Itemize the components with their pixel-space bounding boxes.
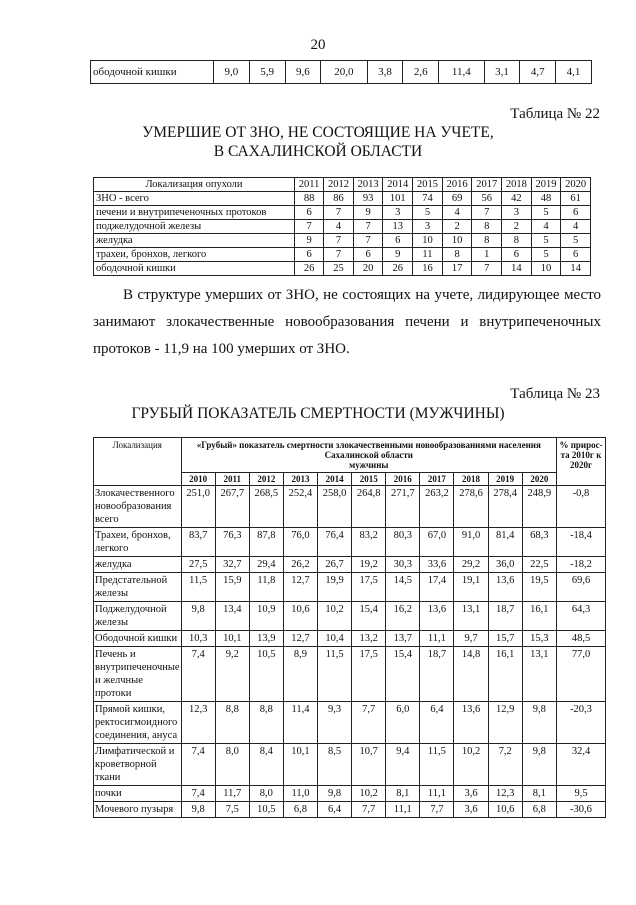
- row-label: желудка: [94, 557, 182, 573]
- row-label: печени и внутрипеченочных протоков: [94, 206, 295, 220]
- table-cell: 26: [295, 262, 324, 276]
- table-cell: 10,5: [249, 802, 283, 818]
- table-cell: 76,4: [318, 528, 352, 557]
- table-cell: 12,7: [283, 631, 317, 647]
- table-cell: 5: [413, 206, 443, 220]
- column-header-year: 2012: [324, 178, 354, 192]
- table-cell: 91,0: [454, 528, 488, 557]
- table-cell: 4,1: [556, 61, 592, 84]
- table-cell: 12,9: [488, 702, 522, 744]
- table-cell: 7,5: [215, 802, 249, 818]
- column-header-year: 2013: [283, 473, 317, 486]
- table-cell: 68,3: [522, 528, 556, 557]
- table-cell: 6,4: [318, 802, 352, 818]
- table-cell: 8: [442, 248, 472, 262]
- table-cell: 6: [502, 248, 532, 262]
- table-row: [94, 744, 606, 786]
- table-cell: 5: [531, 206, 561, 220]
- table-cell: 13,4: [215, 602, 249, 631]
- table-cell: 2,6: [403, 61, 439, 84]
- table-cell: 13: [383, 220, 413, 234]
- table-cell: 83,2: [352, 528, 386, 557]
- table-cell: 11: [413, 248, 443, 262]
- row-label: Поджелудочной железы: [94, 602, 182, 631]
- growth-cell: 9,5: [557, 786, 606, 802]
- table-cell: 7: [472, 262, 502, 276]
- table-cell: 19,5: [522, 573, 556, 602]
- column-header-main: [181, 438, 556, 473]
- table-cell: 268,5: [249, 486, 283, 528]
- table-cell: 11,8: [249, 573, 283, 602]
- table-cell: 76,3: [215, 528, 249, 557]
- table-cell: 3: [383, 206, 413, 220]
- table-cell: 11,1: [420, 786, 454, 802]
- column-header-year: 2011: [215, 473, 249, 486]
- table-cell: 56: [472, 192, 502, 206]
- table-cell: 13,9: [249, 631, 283, 647]
- table-cell: 19,9: [318, 573, 352, 602]
- table-cell: 3,6: [454, 802, 488, 818]
- table-cell: 9,8: [522, 744, 556, 786]
- column-header-year: 2018: [454, 473, 488, 486]
- table-cell: 7,7: [352, 802, 386, 818]
- table-cell: 101: [383, 192, 413, 206]
- growth-cell: 77,0: [557, 647, 606, 702]
- page-number: 20: [310, 37, 326, 53]
- table-cell: 9,7: [454, 631, 488, 647]
- table-cell: 2: [502, 220, 532, 234]
- table-cell: 4: [531, 220, 561, 234]
- table-cell: 10,1: [283, 744, 317, 786]
- table-cell: 76,0: [283, 528, 317, 557]
- table-cell: 13,1: [522, 647, 556, 702]
- table-cell: 252,4: [283, 486, 317, 528]
- table-cell: 3,6: [454, 786, 488, 802]
- table-row: [94, 631, 606, 647]
- column-header-year: 2015: [352, 473, 386, 486]
- table-cell: 10,2: [318, 602, 352, 631]
- table-row: [94, 602, 606, 631]
- table-cell: 9,0: [214, 61, 250, 84]
- table-row: [94, 528, 606, 557]
- row-label: Прямой кишки, ректосигмоидного соединения, ануса: [94, 702, 182, 744]
- table-cell: 33,6: [420, 557, 454, 573]
- table-cell: 36,0: [488, 557, 522, 573]
- table-22: [93, 177, 591, 276]
- table-cell: 8,1: [522, 786, 556, 802]
- table-cell: 3,8: [367, 61, 403, 84]
- table-cell: 9,2: [215, 647, 249, 702]
- column-header-year: 2015: [413, 178, 443, 192]
- table-cell: 10,6: [488, 802, 522, 818]
- table-cell: 9,8: [181, 802, 215, 818]
- table-header-row: [94, 438, 606, 473]
- column-header-year: 2017: [472, 178, 502, 192]
- table-cell: 6: [295, 206, 324, 220]
- table-cell: 267,7: [215, 486, 249, 528]
- table-cell: 15,4: [352, 602, 386, 631]
- table-cell: 4,7: [520, 61, 556, 84]
- column-header-year: 2019: [488, 473, 522, 486]
- table-cell: 9,6: [285, 61, 321, 84]
- table-cell: 7,7: [352, 702, 386, 744]
- table-cell: 6: [383, 234, 413, 248]
- table-cell: 16,2: [386, 602, 420, 631]
- table-cell: 8: [472, 220, 502, 234]
- table-cell: 9,8: [181, 602, 215, 631]
- table-row: [94, 573, 606, 602]
- table-cell: 8,8: [215, 702, 249, 744]
- table-cell: 13,2: [352, 631, 386, 647]
- table-cell: 10: [413, 234, 443, 248]
- column-header-year: 2019: [531, 178, 561, 192]
- table-cell: 248,9: [522, 486, 556, 528]
- column-header-year: 2012: [249, 473, 283, 486]
- table-cell: 26,2: [283, 557, 317, 573]
- column-header-year: 2014: [383, 178, 413, 192]
- table-cell: 7: [324, 234, 354, 248]
- table-cell: 264,8: [352, 486, 386, 528]
- table-cell: 8,8: [249, 702, 283, 744]
- table-23-title: ГРУБЫЙ ПОКАЗАТЕЛЬ СМЕРТНОСТИ (МУЖЧИНЫ): [131, 405, 505, 422]
- table-cell: 5,9: [249, 61, 285, 84]
- table-cell: 271,7: [386, 486, 420, 528]
- table-cell: 10,1: [215, 631, 249, 647]
- table-cell: 12,3: [181, 702, 215, 744]
- table-cell: 8,0: [215, 744, 249, 786]
- row-label: Трахеи, бронхов, легкого: [94, 528, 182, 557]
- table-cell: 3,1: [484, 61, 520, 84]
- table-cell: 6: [295, 248, 324, 262]
- table-row: [94, 262, 591, 276]
- table-cell: 26: [383, 262, 413, 276]
- row-label: поджелудочной железы: [94, 220, 295, 234]
- table-cell: 13,1: [454, 602, 488, 631]
- table-cell: 16,1: [522, 602, 556, 631]
- table-cell: 15,9: [215, 573, 249, 602]
- growth-cell: 32,4: [557, 744, 606, 786]
- column-header-localization: Локализация: [94, 438, 182, 486]
- row-label: Предстательной железы: [94, 573, 182, 602]
- table-row: [94, 802, 606, 818]
- table-cell: 14,8: [454, 647, 488, 702]
- column-header-localization: Локализация опухоли: [94, 178, 295, 192]
- table-cell: 16,1: [488, 647, 522, 702]
- table-row: [94, 786, 606, 802]
- table-cell: 74: [413, 192, 443, 206]
- table-cell: 7,2: [488, 744, 522, 786]
- table-cell: 9,8: [522, 702, 556, 744]
- table-cell: 67,0: [420, 528, 454, 557]
- table-cell: 6,4: [420, 702, 454, 744]
- table-cell: 9,4: [386, 744, 420, 786]
- growth-cell: -18,4: [557, 528, 606, 557]
- column-header-year: 2020: [561, 178, 591, 192]
- column-header-year: 2020: [522, 473, 556, 486]
- table-22-title-line-1: УМЕРШИЕ ОТ ЗНО, НЕ СОСТОЯЩИЕ НА УЧЕТЕ,: [142, 124, 494, 141]
- table-cell: 81,4: [488, 528, 522, 557]
- table-cell: 1: [472, 248, 502, 262]
- table-cell: 4: [561, 220, 591, 234]
- table-cell: 30,3: [386, 557, 420, 573]
- table-cell: 8,5: [318, 744, 352, 786]
- table-cell: 11,1: [386, 802, 420, 818]
- table-cell: 5: [561, 234, 591, 248]
- growth-cell: 69,6: [557, 573, 606, 602]
- table-row: [94, 234, 591, 248]
- table-cell: 11,4: [439, 61, 484, 84]
- table-cell: 9: [295, 234, 324, 248]
- table-cell: 32,7: [215, 557, 249, 573]
- table-cell: 6,8: [522, 802, 556, 818]
- table-cell: 15,4: [386, 647, 420, 702]
- table-cell: 7: [472, 206, 502, 220]
- growth-cell: 48,5: [557, 631, 606, 647]
- table-cell: 14,5: [386, 573, 420, 602]
- table-cell: 11,7: [215, 786, 249, 802]
- table-cell: 9,3: [318, 702, 352, 744]
- table-cell: 13,6: [454, 702, 488, 744]
- table-cell: 10: [531, 262, 561, 276]
- table-row: [94, 192, 591, 206]
- table-cell: 4: [324, 220, 354, 234]
- table-cell: 11,5: [318, 647, 352, 702]
- table-header-row: [94, 178, 591, 192]
- table-row: [94, 486, 606, 528]
- table-cell: 7: [353, 220, 383, 234]
- table-cell: 13,6: [488, 573, 522, 602]
- table-row: [94, 206, 591, 220]
- table-cell: 10,2: [454, 744, 488, 786]
- table-cell: 278,6: [454, 486, 488, 528]
- table-cell: 278,4: [488, 486, 522, 528]
- table-row: [91, 61, 592, 84]
- table-cell: 48: [531, 192, 561, 206]
- column-header-year: 2013: [353, 178, 383, 192]
- row-label: ободочной кишки: [91, 61, 214, 84]
- table-cell: 18,7: [420, 647, 454, 702]
- table-cell: 87,8: [249, 528, 283, 557]
- table-cell: 3: [413, 220, 443, 234]
- table-cell: 8,9: [283, 647, 317, 702]
- table-cell: 263,2: [420, 486, 454, 528]
- growth-cell: 64,3: [557, 602, 606, 631]
- table-cell: 25: [324, 262, 354, 276]
- table-cell: 18,7: [488, 602, 522, 631]
- table-cell: 88: [295, 192, 324, 206]
- growth-cell: -0,8: [557, 486, 606, 528]
- growth-cell: -18,2: [557, 557, 606, 573]
- row-label: Злокачественного новообразования всего: [94, 486, 182, 528]
- table-cell: 20,0: [321, 61, 367, 84]
- table-cell: 8,1: [386, 786, 420, 802]
- table-cell: 83,7: [181, 528, 215, 557]
- table-cell: 61: [561, 192, 591, 206]
- table-cell: 16: [413, 262, 443, 276]
- row-label: Печень и внутрипеченочные и желчные протоки: [94, 647, 182, 702]
- table-row: [94, 702, 606, 744]
- table-cell: 11,1: [420, 631, 454, 647]
- table-cell: 15,3: [522, 631, 556, 647]
- table-cell: 13,6: [420, 602, 454, 631]
- table-cell: 6,8: [283, 802, 317, 818]
- table-cell: 4: [442, 206, 472, 220]
- column-header-year: 2018: [502, 178, 532, 192]
- table-cell: 3: [502, 206, 532, 220]
- table-cell: 11,5: [181, 573, 215, 602]
- table-cell: 13,7: [386, 631, 420, 647]
- column-header-growth: % прирос-та 2010г к 2020г: [557, 438, 606, 486]
- table-23: [93, 437, 606, 818]
- table-cell: 7,4: [181, 786, 215, 802]
- table-cell: 6: [561, 248, 591, 262]
- table-cell: 26,7: [318, 557, 352, 573]
- table-cell: 17,4: [420, 573, 454, 602]
- table-cell: 19,2: [352, 557, 386, 573]
- table-cell: 19,1: [454, 573, 488, 602]
- table-cell: 27,5: [181, 557, 215, 573]
- column-header-year: 2017: [420, 473, 454, 486]
- table-cell: 17: [442, 262, 472, 276]
- table-cell: 15,7: [488, 631, 522, 647]
- table-cell: 7,4: [181, 647, 215, 702]
- table-cell: 7: [295, 220, 324, 234]
- table-cell: 11,5: [420, 744, 454, 786]
- table-cell: 2: [442, 220, 472, 234]
- table-cell: 6: [353, 248, 383, 262]
- table-cell: 80,3: [386, 528, 420, 557]
- table-cell: 29,2: [454, 557, 488, 573]
- table-cell: 9,8: [318, 786, 352, 802]
- row-label: Ободочной кишки: [94, 631, 182, 647]
- table-cell: 10,9: [249, 602, 283, 631]
- row-label: Лимфатической и кроветворной ткани: [94, 744, 182, 786]
- table-cell: 9: [383, 248, 413, 262]
- table-cell: 10,7: [352, 744, 386, 786]
- table-cell: 9: [353, 206, 383, 220]
- column-header-year: 2010: [181, 473, 215, 486]
- header-sub-text: мужчины: [349, 460, 389, 470]
- table-cell: 10,3: [181, 631, 215, 647]
- table-cell: 86: [324, 192, 354, 206]
- table-cell: 7: [324, 248, 354, 262]
- table-cell: 10: [442, 234, 472, 248]
- table-cell: 10,4: [318, 631, 352, 647]
- column-header-year: 2016: [442, 178, 472, 192]
- table-cell: 8,0: [249, 786, 283, 802]
- table-cell: 8: [502, 234, 532, 248]
- table-cell: 251,0: [181, 486, 215, 528]
- table-cell: 6,0: [386, 702, 420, 744]
- table-cell: 42: [502, 192, 532, 206]
- table-row: [94, 248, 591, 262]
- table-row: [94, 647, 606, 702]
- table-cell: 8: [472, 234, 502, 248]
- table-cell: 11,0: [283, 786, 317, 802]
- row-label: Мочевого пузыря: [94, 802, 182, 818]
- table-cell: 14: [561, 262, 591, 276]
- row-label: ЗНО - всего: [94, 192, 295, 206]
- table-22-title-line-2: В САХАЛИНСКОЙ ОБЛАСТИ: [213, 143, 423, 160]
- row-label: трахеи, бронхов, легкого: [94, 248, 295, 262]
- table-cell: 14: [502, 262, 532, 276]
- column-header-year: 2016: [386, 473, 420, 486]
- table-cell: 10,2: [352, 786, 386, 802]
- table-cell: 12,3: [488, 786, 522, 802]
- table-cell: 20: [353, 262, 383, 276]
- column-header-year: 2014: [318, 473, 352, 486]
- table-cell: 93: [353, 192, 383, 206]
- table-cell: 12,7: [283, 573, 317, 602]
- column-header-year: 2011: [295, 178, 324, 192]
- table-cell: 8,4: [249, 744, 283, 786]
- table-cell: 7: [324, 206, 354, 220]
- table-cell: 17,5: [352, 647, 386, 702]
- table-cell: 7: [353, 234, 383, 248]
- table-row: [94, 220, 591, 234]
- table-cell: 5: [531, 248, 561, 262]
- row-label: желудка: [94, 234, 295, 248]
- table-cell: 22,5: [522, 557, 556, 573]
- row-label: почки: [94, 786, 182, 802]
- table-cell: 11,4: [283, 702, 317, 744]
- continued-table-row: [90, 60, 592, 84]
- table-cell: 69: [442, 192, 472, 206]
- table-row: [94, 557, 606, 573]
- table-cell: 7,4: [181, 744, 215, 786]
- table-cell: 5: [531, 234, 561, 248]
- table-cell: 17,5: [352, 573, 386, 602]
- table-22-caption: Таблица № 22: [510, 106, 600, 122]
- header-main-text: «Грубый» показатель смертности злокачественными новообразованиями населения Сахалинской области: [196, 440, 541, 460]
- row-label: ободочной кишки: [94, 262, 295, 276]
- growth-cell: -30,6: [557, 802, 606, 818]
- table-cell: 6: [561, 206, 591, 220]
- table-cell: 10,6: [283, 602, 317, 631]
- table-cell: 10,5: [249, 647, 283, 702]
- table-cell: 29,4: [249, 557, 283, 573]
- body-paragraph: В структуре умерших от ЗНО, не состоящих на учете, лидирующее место занимают злокачественные новообразования печени и внутрипеченочных протоков - 11,9 на 100 умерших от ЗНО.: [93, 287, 601, 357]
- table-23-caption: Таблица № 23: [510, 386, 600, 402]
- table-cell: 7,7: [420, 802, 454, 818]
- growth-cell: -20,3: [557, 702, 606, 744]
- table-cell: 258,0: [318, 486, 352, 528]
